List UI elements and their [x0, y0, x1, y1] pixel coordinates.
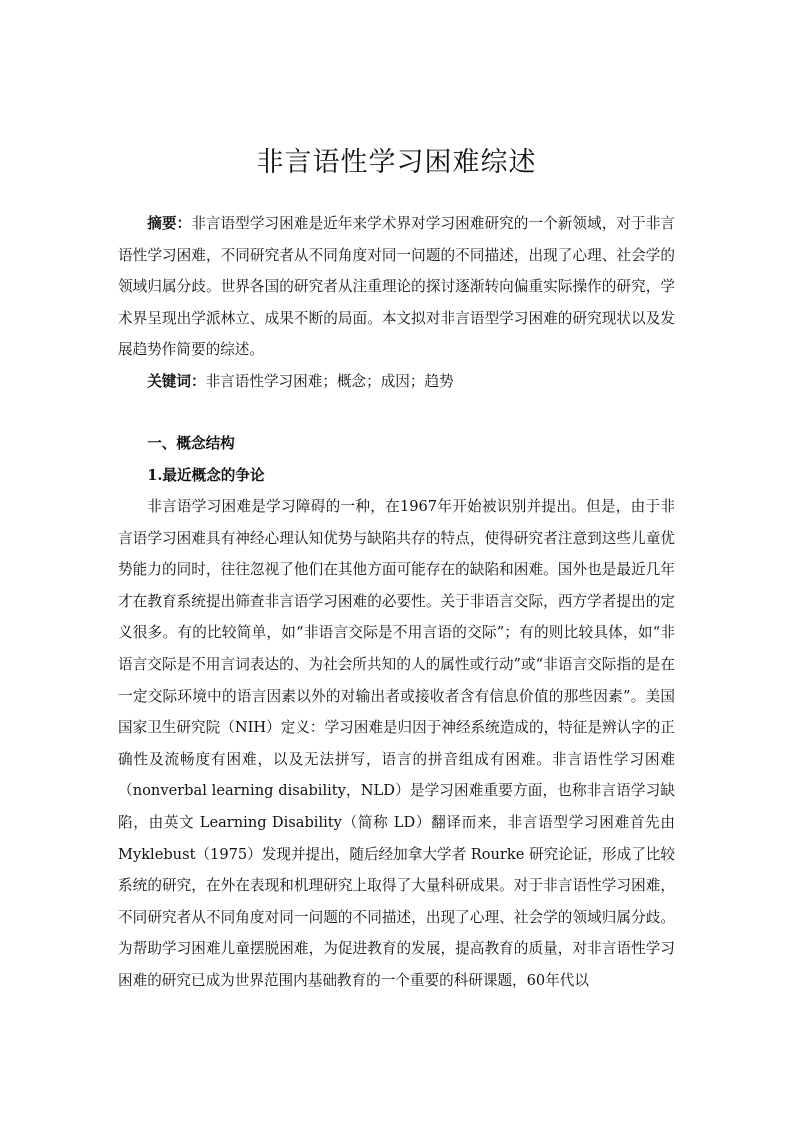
body-paragraph: 非言语学习困难是学习障碍的一种，在1967年开始被识别并提出。但是，由于非言语学习困难具有神经心理认知优势与缺陷共存的特点，使得研究者注意到这些儿童优势能力的同时，往往忽视了他们在其他方面可能存在的缺陷和困难。国外也是最近几年才在教育系统提出筛查非言语学习困难的必要性。关于非语言交际，西方学者提出的定义很多。有的比较简单，如“非语言交际是不用言语的交际”；有的则比较具体，如“非语言交际是不用言词表达的、为社会所共知的人的属性或行动”或“非语言交际指的是在一定交际环境中的语言因素以外的对输出者或接收者含有信息价值的那些因素”。美国国家卫生研究院（NIH）定义：学习困难是归因于神经系统造成的，特征是辨认字的正确性及流畅度有困难，以及无法拼写，语言的拼音组成有困难。非言语性学习困难（nonverbal learning disability，NLD）是学习困难重要方面，也称非言语学习缺陷，由英文 Learning Disability（简称 LD）翻译而来，非言语型学习困难首先由 Myklebust（1975）发现并提出，随后经加拿大学者 Rourke 研究论证，形成了比较系统的研究，在外在表现和机理研究上取得了大量科研成果。对于非言语性学习困难，不同研究者从不同角度对同一问题的不同描述，出现了心理、社会学的领域归属分歧。为帮助学习困难儿童摆脱困难，为促进教育的发展，提高教育的质量，对非言语性学习困难的研究已成为世界范围内基础教育的一个重要的科研课题，60年代以 — [118, 498, 675, 989]
abstract — [118, 208, 675, 366]
section-heading: 一、概念结构 — [147, 435, 235, 452]
keywords — [118, 366, 675, 398]
abstract-text: 非言语型学习困难是近年来学术界对学习困难研究的一个新领域，对于非言语性学习困难，不同研究者从不同角度对同一问题的不同描述，出现了心理、社会学的领域归属分歧。世界各国的研究者从注重理论的探讨逐渐转向偏重实际操作的研究，学术界呈现出学派林立、成果不断的局面。本文拟对非言语型学习困难的研究现状以及发展趋势作简要的综述。 — [118, 215, 675, 359]
keywords-label: 关键词： — [147, 373, 206, 390]
keywords-text: 非言语性学习困难；概念；成因；趋势 — [205, 373, 454, 390]
page-title: 非言语性学习困难综述 — [256, 147, 537, 178]
abstract-label: 摘要： — [147, 215, 192, 232]
subsection-heading: 1.最近概念的争论 — [147, 467, 265, 484]
